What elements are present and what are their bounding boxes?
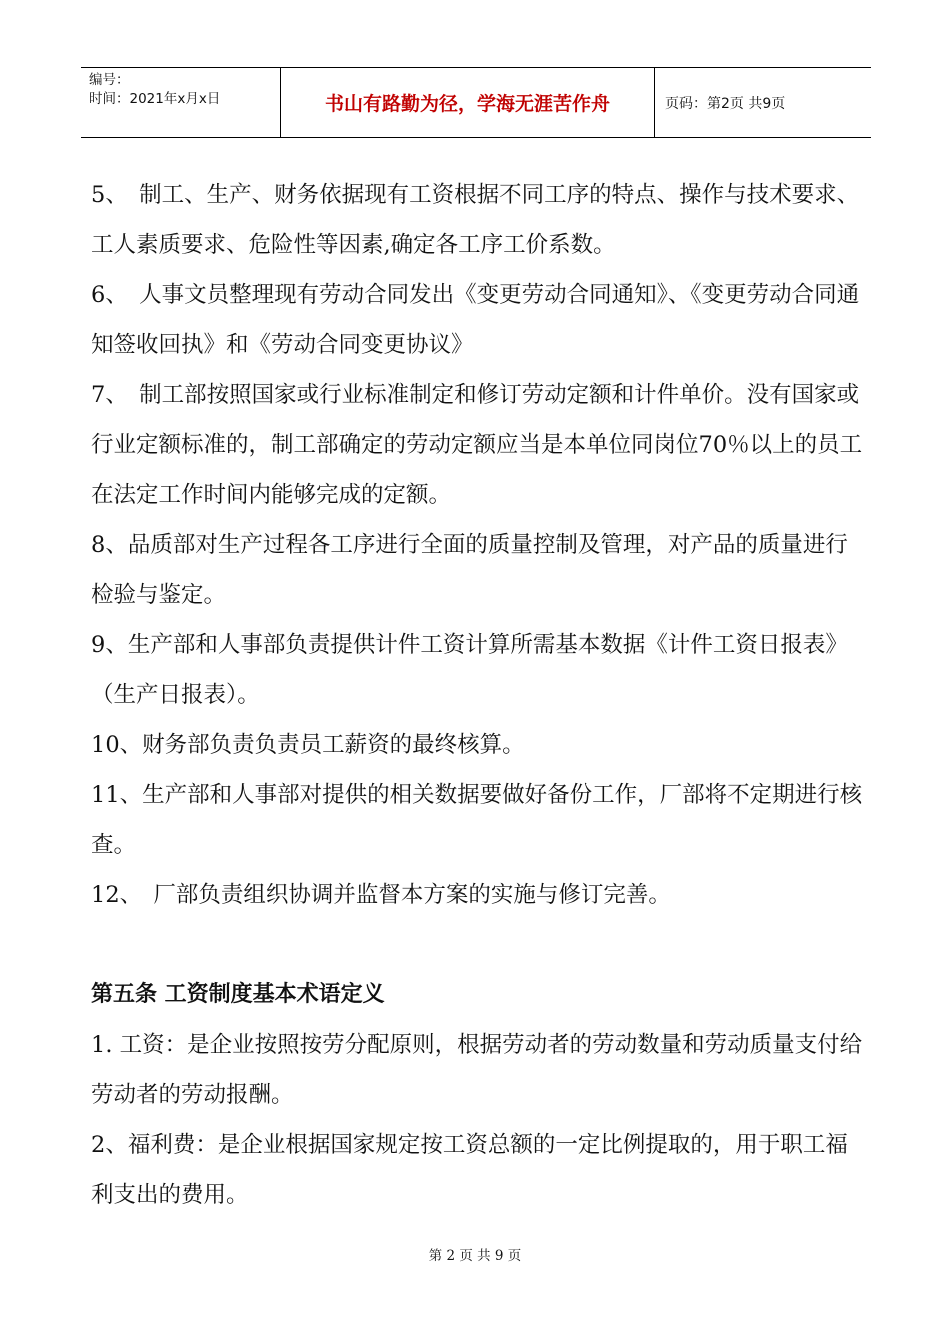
section-heading: 第五条 工资制度基本术语定义 <box>91 982 385 1007</box>
page-footer: 第 2 页 共 9 页 <box>428 1248 522 1264</box>
paragraph: 11、生产部和人事部对提供的相关数据要做好备份工作，厂部将不定期进行核查。 <box>91 782 863 858</box>
definition-paragraph: 1. 工资：是企业按照按劳分配原则，根据劳动者的劳动数量和劳动质量支付给劳动者的劳动报酬。 <box>91 1032 863 1108</box>
paragraph: 7、 制工部按照国家或行业标准制定和修订劳动定额和计件单价。没有国家或行业定额标准的，制工部确定的劳动定额应当是本单位同岗位70％以上的员工在法定工作时间内能够完成的定额。 <box>91 382 863 508</box>
paragraph: 6、 人事文员整理现有劳动合同发出《变更劳动合同通知》、《变更劳动合同通知签收回执》和《劳动合同变更协议》 <box>91 282 860 358</box>
paragraph: 9、生产部和人事部负责提供计件工资计算所需基本数据《计件工资日报表》（生产日报表）。 <box>91 632 848 708</box>
section-spacer <box>91 920 866 970</box>
definition-paragraph: 2、福利费：是企业根据国家规定按工资总额的一定比例提取的，用于职工福利支出的费用。 <box>91 1132 848 1208</box>
header-meta <box>81 68 281 137</box>
header-motto: 书山有路勤为径，学海无涯苦作舟 <box>281 68 655 137</box>
paragraph: 8、品质部对生产过程各工序进行全面的质量控制及管理，对产品的质量进行检验与鉴定。 <box>91 532 848 608</box>
paragraph: 5、 制工、生产、财务依据现有工资根据不同工序的特点、操作与技术要求、工人素质要求、危险性等因素,确定各工序工价系数。 <box>91 182 860 258</box>
page-header <box>81 67 871 138</box>
paragraph: 10、财务部负责负责员工薪资的最终核算。 <box>91 732 525 758</box>
time-label: 时间：2021年x月x日 <box>89 91 221 107</box>
header-page-label: 页码：第2页 共9页 <box>665 95 786 112</box>
paragraph: 12、 厂部负责组织协调并监督本方案的实施与修订完善。 <box>91 882 671 908</box>
number-label: 编号： <box>89 72 130 88</box>
document-body <box>91 170 866 1220</box>
